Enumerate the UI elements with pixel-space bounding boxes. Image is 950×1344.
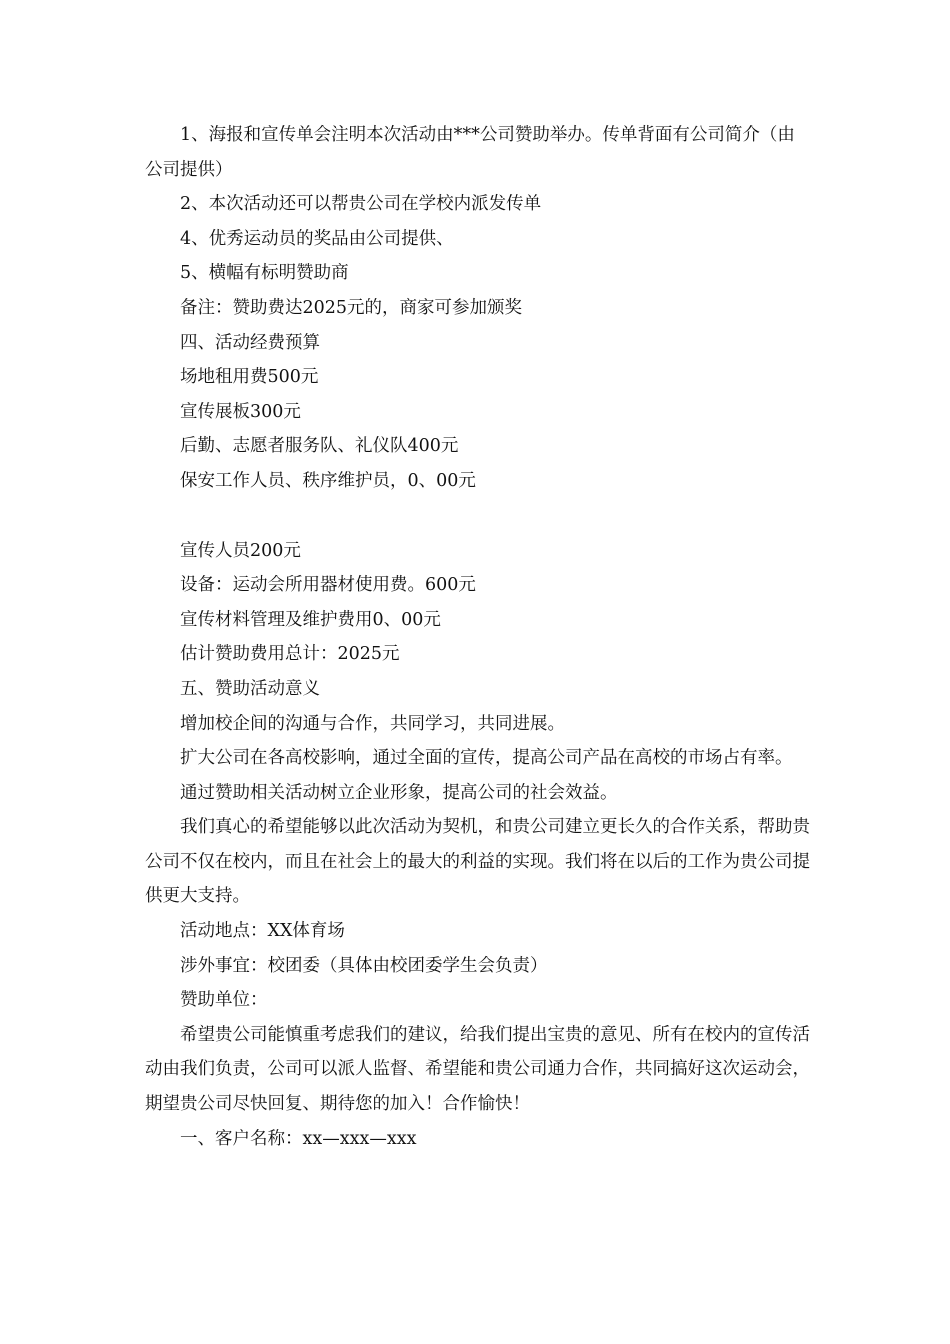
section-heading: 五、赞助活动意义 (180, 678, 320, 699)
paragraph: 2、本次活动还可以帮贵公司在学校内派发传单 (180, 194, 542, 215)
paragraph: 增加校企间的沟通与合作，共同学习，共同进展。 (180, 713, 565, 734)
paragraph: 4、优秀运动员的奖品由公司提供、 (180, 228, 454, 249)
budget-item: 宣传展板300元 (180, 401, 301, 422)
budget-item: 设备：运动会所用器材使用费。600元 (180, 575, 476, 596)
paragraph: 涉外事宜：校团委（具体由校团委学生会负责） (180, 955, 548, 976)
paragraph: 通过赞助相关活动树立企业形象，提高公司的社会效益。 (180, 782, 618, 803)
paragraph: 希望贵公司能慎重考虑我们的建议，给我们提出宝贵的意见、所有在校内的宣传活动由我们负责，公司可以派人监督、希望能和贵公司通力合作，共同搞好这次运动会，期望贵公司尽快回复、期待您的加入！合作愉快！ (145, 1024, 810, 1115)
budget-item: 场地租用费500元 (180, 367, 319, 388)
paragraph: 1、海报和宣传单会注明本次活动由***公司赞助举办。传单背面有公司简介（由公司提供） (145, 125, 795, 180)
paragraph: 赞助单位： (180, 990, 268, 1011)
paragraph: 活动地点：XX体育场 (180, 921, 345, 942)
paragraph: 我们真心的希望能够以此次活动为契机，和贵公司建立更长久的合作关系，帮助贵公司不仅在校内，而且在社会上的最大的利益的实现。我们将在以后的工作为贵公司提供更大支持。 (145, 817, 810, 907)
document-body (145, 118, 810, 1156)
budget-item: 宣传人员200元 (180, 540, 301, 561)
budget-total: 估计赞助费用总计：2025元 (180, 644, 400, 665)
paragraph: 5、横幅有标明赞助商 (180, 263, 349, 284)
budget-item: 保安工作人员、秩序维护员，0、00元 (180, 470, 476, 491)
section-heading: 四、活动经费预算 (180, 332, 320, 353)
section-heading: 一、客户名称：xx—xxx—xxx (180, 1128, 417, 1149)
paragraph: 扩大公司在各高校影响，通过全面的宣传，提高公司产品在高校的市场占有率。 (180, 748, 793, 769)
paragraph: 备注：赞助费达2025元的，商家可参加颁奖 (180, 297, 523, 318)
budget-item: 后勤、志愿者服务队、礼仪队400元 (180, 436, 459, 457)
blank-line (145, 499, 810, 534)
budget-item: 宣传材料管理及维护费用0、00元 (180, 609, 441, 630)
